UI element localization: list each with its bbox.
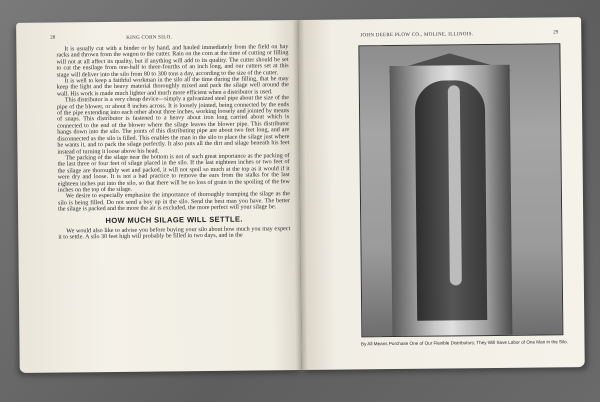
distributor-pipe [448,85,462,285]
right-page-number: 29 [553,30,559,36]
right-page [298,17,585,370]
open-booklet [16,17,585,388]
section-heading: HOW MUCH SILAGE WILL SETTLE. [105,214,243,225]
left-body-text [56,44,290,241]
right-running-head: JOHN DEERE PLOW CO., MOLINE, ILLINOIS. [360,32,474,39]
left-page [16,20,302,373]
photo-caption: By All Means Purchase One of Our Flexible Distributors; They Will Save Labor of One Man in the Silo. [360,339,568,347]
paragraph: It is well to keep a faithful workman in the silo all the time during the filling, that he may keep the light and the heavy material thoroughly mixed and pack the silage well around the wall. His work is made much lighter and much more efficient when a distributor is used. [56,76,289,98]
paragraph: It is usually cut with a binder or by hand, and hauled immediately from the field on hay racks and thrown from the wagon to the cutter. Rain on the corn at the time of cutting or filling will not at all affect its quality, but if anything will add to its quality. The cutter should be set to cut the ensilage from one-half to three-fourths of an inch long, and our cutters set at this stage will deliver into the silo from 80 to 300 tons a day, according to the size of the cutter. [56,44,289,79]
paragraph: This distributor is a very cheap device—simply a galvanized steel pipe about the size of the pipe of the blower, or about 8 inches across. It is loosely jointed, being connected by the ends of the pipe extending into each other about three inches, working loosely and jointed by means of snaps. This distributor is fastened to a heavy about iron long carried about which is connected to the end of the blower where the silage leaves the blower pipe. This distributor hangs down into the silo. The joints of this distributing pipe are about two feet long, and are disconnected as the silo is filled. This enables the man in the silo to place the silage just where he wants it, and to pack the silage perfectly. It also puts all the dirt and silage beneath his feet instead of turning it loose above his head. [56,95,290,156]
left-running-head: KING CORN SILO. [126,35,173,41]
silo-photograph [358,43,563,337]
paragraph: We desire to especially emphasize the importance of thoroughly tramping the silage as the silo is being filled. Do not send a boy up in the silo. Send the best man you have. The better the silage is packed and the more the air is excluded, the more perfect will your silage be. [57,191,291,213]
paragraph: We would also like to advise you before buying your silo about how much you may expect it to settle. A silo 30 feet high will probably be filled in two days, and in the [58,226,291,241]
left-page-number: 28 [50,35,56,41]
paragraph: The packing of the silage near the bottom is not of such great importance as the packing of the last three or four feet of silage placed in the silo. If the last eighteen inches or two feet of the silage are thoroughly wet and packed, it will not spoil so much at the top as it would if it were dry and loose. It is not a bad practice to remove the ears from the stalks for the last eighteen inches put into the silo, so that there will be no loss of grain in the spoiling of the few inches on the top of the silage. [57,153,290,194]
